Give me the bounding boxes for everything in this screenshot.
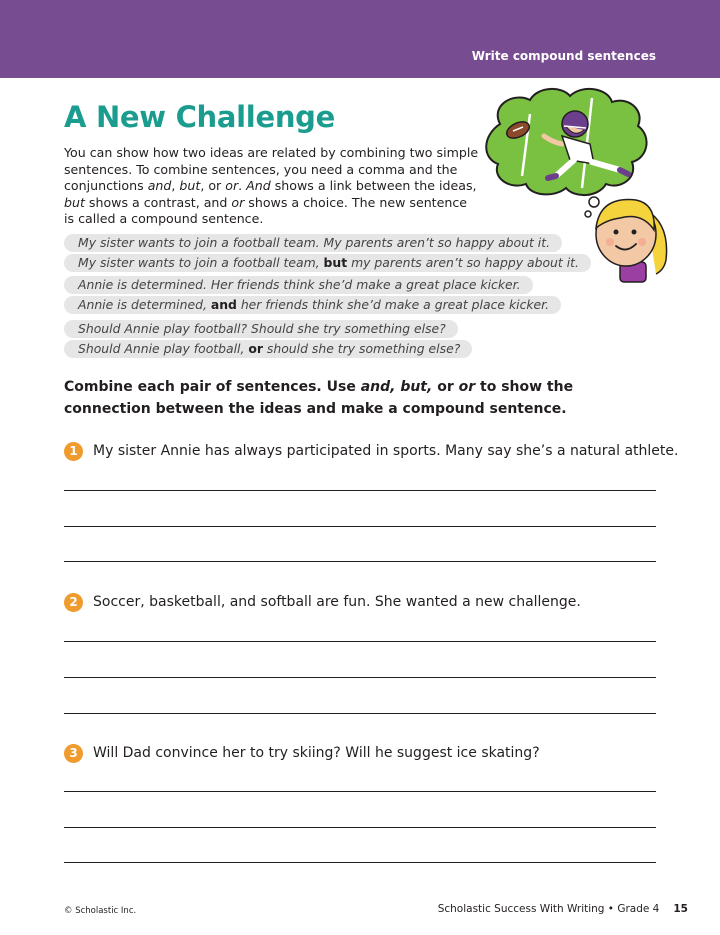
- football-girl-illustration: [470, 84, 675, 284]
- question-number-badge: 2: [64, 593, 83, 612]
- page-number: 15: [673, 903, 688, 915]
- answer-line[interactable]: [64, 791, 656, 792]
- question-text: Soccer, basketball, and softball are fun. She wanted a new challenge.: [93, 594, 581, 610]
- example-simple: My sister wants to join a football team. My parents aren’t so happy about it.: [64, 234, 562, 252]
- example-compound: Annie is determined, and her friends think she’d make a great place kicker.: [64, 296, 561, 314]
- answer-line[interactable]: [64, 561, 656, 562]
- question-number-badge: 3: [64, 744, 83, 763]
- intro-paragraph: You can show how two ideas are related by combining two simple sentences. To combine sentences, you need a comma and the conjunctions and, but, or or. And shows a link between the ideas, but shows a contrast, and or shows a choice. The new sentence is called a compound sentence.: [64, 145, 479, 226]
- footer-book-info: [438, 903, 688, 915]
- answer-line[interactable]: [64, 641, 656, 642]
- copyright: © Scholastic Inc.: [64, 906, 137, 916]
- example-compound: My sister wants to join a football team, but my parents aren’t so happy about it.: [64, 254, 591, 272]
- book-title: Scholastic Success With Writing • Grade 4: [437, 903, 660, 915]
- question-text: Will Dad convince her to try skiing? Will he suggest ice skating?: [93, 745, 540, 761]
- question-text: My sister Annie has always participated in sports. Many say she’s a natural athlete.: [93, 443, 679, 459]
- answer-line[interactable]: [64, 677, 656, 678]
- answer-line[interactable]: [64, 862, 656, 863]
- girl-face-icon: [596, 200, 667, 282]
- example-simple: Should Annie play football? Should she try something else?: [64, 320, 458, 338]
- question-number-badge: 1: [64, 442, 83, 461]
- example-compound: Should Annie play football, or should she try something else?: [64, 340, 472, 358]
- topic-label: Write compound sentences: [471, 49, 656, 63]
- page-title: A New Challenge: [64, 100, 335, 134]
- example-simple: Annie is determined. Her friends think she’d make a great place kicker.: [64, 276, 533, 294]
- answer-line[interactable]: [64, 490, 656, 491]
- instructions: Combine each pair of sentences. Use and, but, or or to show the connection between the ideas and make a compound sentence.: [64, 379, 574, 417]
- header-band: [0, 0, 720, 78]
- answer-line[interactable]: [64, 713, 656, 714]
- answer-line[interactable]: [64, 827, 656, 828]
- answer-line[interactable]: [64, 526, 656, 527]
